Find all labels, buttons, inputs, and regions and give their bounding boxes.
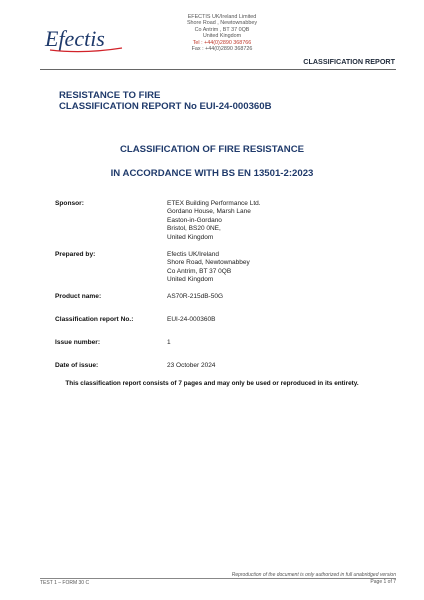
report-title	[59, 90, 272, 112]
prepared-by-value	[167, 251, 250, 285]
report-title-line2: CLASSIFICATION REPORT No EUI-24-000360B	[59, 101, 272, 112]
prepared-by-line: United Kingdom	[167, 276, 214, 284]
company-address-block	[168, 14, 276, 52]
sponsor-line: United Kingdom	[167, 233, 214, 241]
company-street: Shore Road , Newtownabbey	[186, 20, 258, 27]
header-report-type: CLASSIFICATION REPORT	[303, 57, 395, 66]
sponsor-line: Gordano House, Marsh Lane	[167, 208, 251, 216]
sponsor-value	[167, 200, 261, 242]
company-county: Co Antrim , BT 37 0QB	[194, 26, 250, 33]
footer-right	[232, 572, 396, 585]
footer-form-code: TEST 1 – FORM 30 C	[40, 580, 90, 586]
sponsor-line: Easton-in-Gordano	[167, 216, 222, 224]
report-title-line1: RESISTANCE TO FIRE	[59, 90, 161, 101]
company-name: EFECTIS UK/Ireland Limited	[187, 14, 257, 20]
sponsor-line: ETEX Building Performance Ltd.	[167, 200, 261, 207]
product-name-value: AS70R-215dB-50G	[167, 293, 224, 300]
classification-heading-line1: CLASSIFICATION OF FIRE RESISTANCE	[119, 144, 305, 155]
company-tel: Tel : +44(0)2890 368766	[192, 39, 252, 46]
prepared-by-line: Efectis UK/Ireland	[167, 251, 220, 258]
report-no-value: EUI-24-000360B	[167, 316, 216, 323]
sponsor-line: Bristol, BS20 0NE,	[167, 225, 221, 233]
header-divider	[40, 69, 396, 70]
product-name-label: Product name:	[55, 293, 102, 300]
report-no-label: Classification report No.:	[55, 316, 134, 323]
logo-wordmark: Efectis	[45, 26, 105, 51]
classification-heading-line2: IN ACCORDANCE WITH BS EN 13501-2:2023	[110, 168, 314, 179]
prepared-by-label: Prepared by:	[55, 251, 96, 258]
prepared-by-line: Shore Road, Newtownabbey	[167, 259, 250, 267]
sponsor-label: Sponsor:	[55, 200, 84, 207]
issue-number-value: 1	[167, 339, 171, 346]
company-fax: Fax : +44(0)2890 368726	[191, 46, 253, 53]
classification-heading	[0, 140, 424, 188]
company-country: United Kingdom	[202, 33, 242, 40]
prepared-by-line: Co Antrim, BT 37 0QB	[167, 267, 232, 275]
date-of-issue-value: 23 October 2024	[167, 362, 216, 369]
footer-page-number: Page 1 of 7	[370, 578, 396, 585]
date-of-issue-label: Date of issue:	[55, 362, 99, 369]
reproduction-notice: This classification report consists of 7 pages and may only be used or reproduced in its entirety.	[65, 380, 359, 387]
issue-number-label: Issue number:	[55, 339, 101, 346]
efectis-logo	[44, 24, 134, 56]
footer-reproduction-note: Reproduction of the document is only authorized in full unabridged version	[231, 572, 396, 578]
